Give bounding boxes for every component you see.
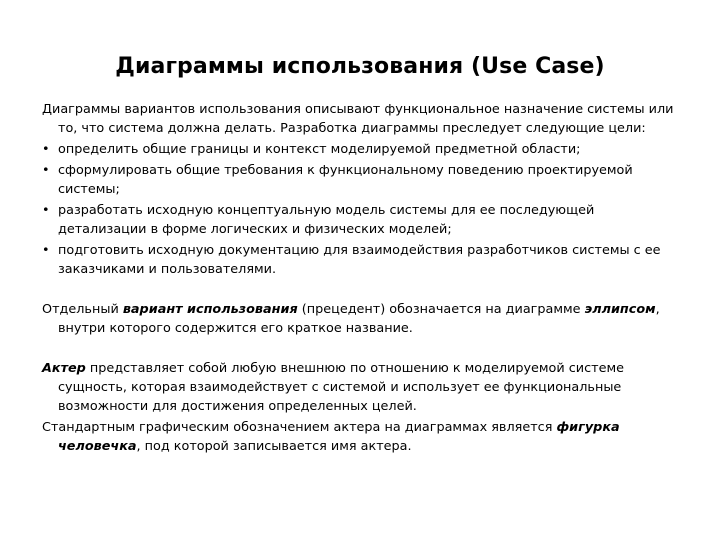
ellipse-term: эллипсом xyxy=(584,302,656,317)
usecase-text: (прецедент) обозначается на диаграмме xyxy=(297,302,585,317)
bullet-icon: • xyxy=(42,243,50,258)
actor-text: представляет собой любую внешнюю по отношению к моделируемой системе сущность, которая взаимодействует с системой и использует ее функциональные возможности для достижения определенных целей. xyxy=(58,361,625,414)
intro-paragraph: Диаграммы вариантов использования описывают функциональное назначение системы или то, что система должна делать. Разработка диаграммы преследует следующие цели: xyxy=(42,102,674,136)
goal-item xyxy=(42,140,682,159)
usecase-text: Отдельный xyxy=(42,302,123,317)
actor-symbol-paragraph xyxy=(42,418,682,456)
slide-title: Диаграммы использования (Use Case) xyxy=(115,54,605,79)
goal-text: определить общие границы и контекст моделируемой предметной области; xyxy=(58,142,581,157)
stick-figure-term: фигурка человечка xyxy=(58,420,620,454)
bullet-icon: • xyxy=(42,203,50,218)
goal-text: подготовить исходную документацию для взаимодействия разработчиков системы с ее заказчиками и пользователями. xyxy=(58,243,661,277)
actor-symbol-text: Стандартным графическим обозначением актера на диаграммах является xyxy=(42,420,557,435)
spacer xyxy=(42,281,682,300)
usecase-paragraph xyxy=(42,300,682,338)
bullet-icon: • xyxy=(42,163,50,178)
goal-text: разработать исходную концептуальную модель системы для ее последующей детализации в форме логических и физических моделей; xyxy=(58,203,595,237)
spacer xyxy=(42,340,682,359)
usecase-text: , внутри которого содержится его краткое название. xyxy=(58,302,660,336)
actor-term: Актер xyxy=(42,361,86,376)
goal-text: сформулировать общие требования к функциональному поведению проектируемой системы; xyxy=(58,163,633,197)
goal-item xyxy=(42,201,682,239)
usecase-term: вариант использования xyxy=(122,302,298,317)
goal-item xyxy=(42,241,682,279)
actor-symbol-text: , под которой записывается имя актера. xyxy=(136,439,412,454)
actor-paragraph xyxy=(42,359,682,416)
bullet-icon: • xyxy=(42,142,50,157)
goal-item xyxy=(42,161,682,199)
slide-body xyxy=(42,100,682,458)
